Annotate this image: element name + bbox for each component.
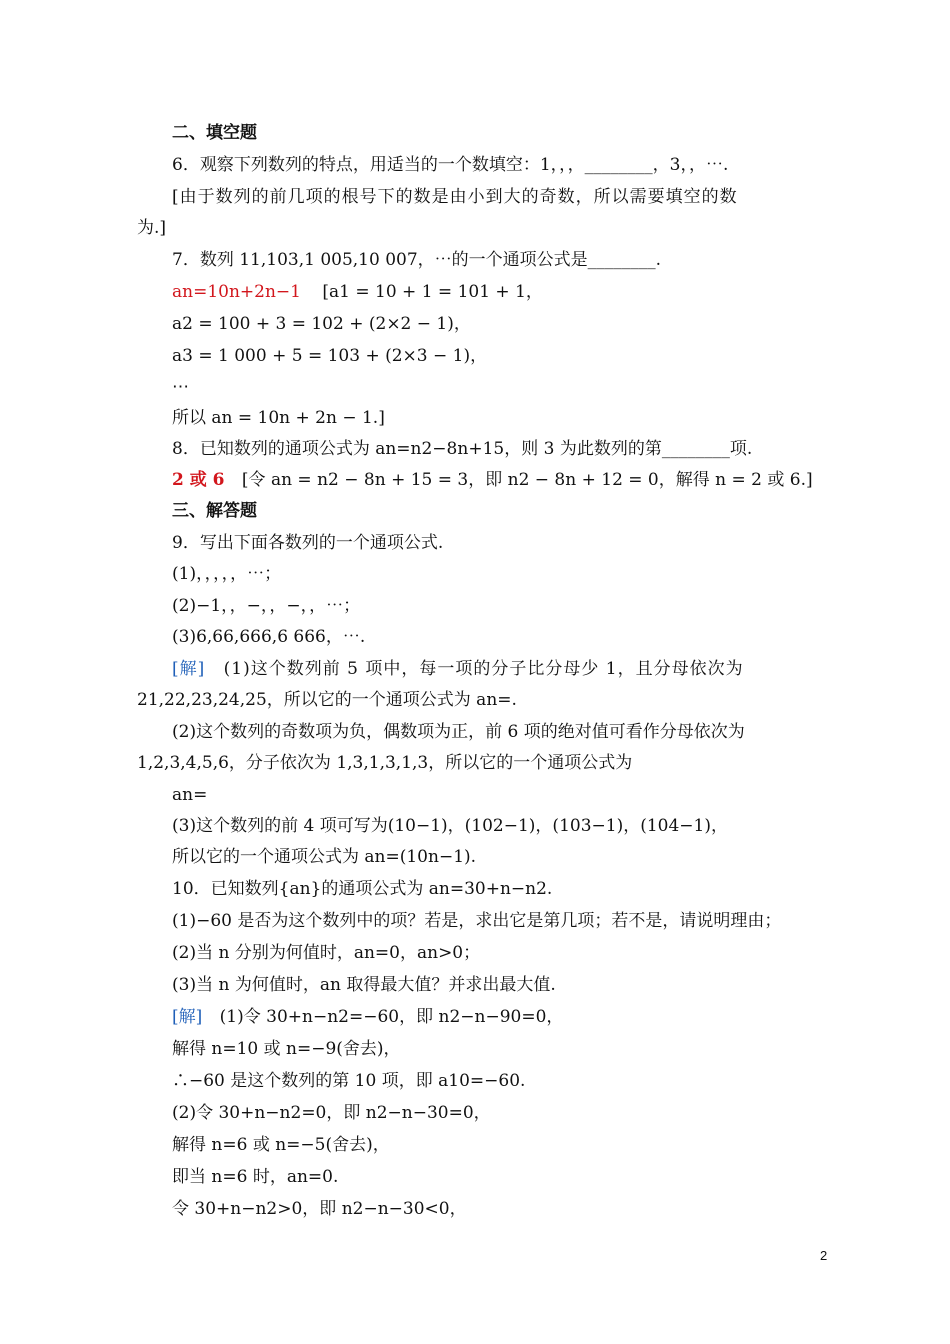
solution-9-line6: (3)这个数列的前 4 项可写为(10−1)，(102−1)，(103−1)，(104−1)， <box>172 816 728 836</box>
answer-7-result: an=10n+2n−1 <box>172 282 301 302</box>
solution-9-line3: (2)这个数列的奇数项为负，偶数项为正，前 6 项的绝对值可看作分母依次为 <box>172 722 745 742</box>
answer-7-line2: a2 = 100 + 3 = 102 + (2×2 − 1)， <box>172 314 471 334</box>
solution-label: [解] <box>172 1007 203 1027</box>
question-10: 10．已知数列{an}的通项公式为 an=30+n−n2. <box>172 879 553 899</box>
solution-9-part1-text: (1)这个数列前 5 项中，每一项的分子比分母少 1，且分母依次为 <box>223 659 744 679</box>
question-8: 8．已知数列的通项公式为 an=n2−8n+15，则 3 为此数列的第________项. <box>172 439 753 459</box>
question-9-part2: (2)−1，，−，，−，，⋯； <box>172 596 361 616</box>
question-7: 7．数列 11,103,1 005,10 007，⋯的一个通项公式是________. <box>172 250 662 270</box>
answer-6-line1: [由于数列的前几项的根号下的数是由小到大的奇数，所以需要填空的数 <box>172 187 738 207</box>
solution-10-line2: 解得 n=10 或 n=−9(舍去)， <box>172 1039 401 1059</box>
solution-9-line2: 21,22,23,24,25，所以它的一个通项公式为 an=. <box>137 690 517 710</box>
solution-10-line7: 令 30+n−n2>0，即 n2−n−30<0， <box>172 1199 467 1219</box>
answer-7-step1: [a1 = 10 + 1 = 101 + 1， <box>322 282 543 302</box>
solution-10-line1 <box>0 1006 950 1030</box>
section-heading-fill-blank: 二、填空题 <box>172 123 257 143</box>
answer-8-steps: [令 an = n2 − 8n + 15 = 3，即 n2 − 8n + 12 = 0，解得 n = 2 或 6.] <box>241 470 813 490</box>
answer-7-line4: ⋯ <box>172 377 189 397</box>
solution-9-line4: 1,2,3,4,5,6，分子依次为 1,3,1,3,1,3，所以它的一个通项公式为 <box>137 753 633 773</box>
question-9-part3: (3)6,66,666,6 666，⋯. <box>172 627 366 647</box>
answer-7-line1 <box>0 281 950 305</box>
answer-7-line5: 所以 an = 10n + 2n − 1.] <box>172 408 385 428</box>
solution-9-line1 <box>0 658 950 682</box>
solution-label: [解] <box>172 659 206 679</box>
solution-9-line5: an= <box>172 785 208 805</box>
answer-7-line3: a3 = 1 000 + 5 = 103 + (2×3 − 1)， <box>172 346 488 366</box>
solution-10-line3: ∴−60 是这个数列的第 10 项，即 a10=−60. <box>172 1071 526 1091</box>
solution-10-line4: (2)令 30+n−n2=0，即 n2−n−30=0， <box>172 1103 491 1123</box>
question-9: 9．写出下面各数列的一个通项公式. <box>172 533 444 553</box>
solution-9-line7: 所以它的一个通项公式为 an=(10n−1). <box>172 847 477 867</box>
solution-10-line5: 解得 n=6 或 n=−5(舍去)， <box>172 1135 390 1155</box>
question-10-part2: (2)当 n 分别为何值时，an=0，an>0； <box>172 943 481 963</box>
solution-10-part1-text: (1)令 30+n−n2=−60，即 n2−n−90=0， <box>219 1007 564 1027</box>
solution-10-line6: 即当 n=6 时，an=0. <box>172 1167 339 1187</box>
answer-8-result: 2 或 6 <box>172 470 225 490</box>
question-10-part3: (3)当 n 为何值时，an 取得最大值？并求出最大值. <box>172 975 556 995</box>
answer-6-line2: 为.] <box>137 218 167 238</box>
question-10-part1: (1)−60 是否为这个数列中的项？若是，求出它是第几项；若不是，请说明理由； <box>172 911 782 931</box>
question-6: 6．观察下列数列的特点，用适当的一个数填空：1，，，________，3，，⋯. <box>172 155 729 175</box>
answer-8-line <box>0 469 950 493</box>
page-number: 2 <box>820 1248 828 1263</box>
question-9-part1: (1)，，，，，⋯； <box>172 564 282 584</box>
section-heading-answer: 三、解答题 <box>172 501 257 521</box>
